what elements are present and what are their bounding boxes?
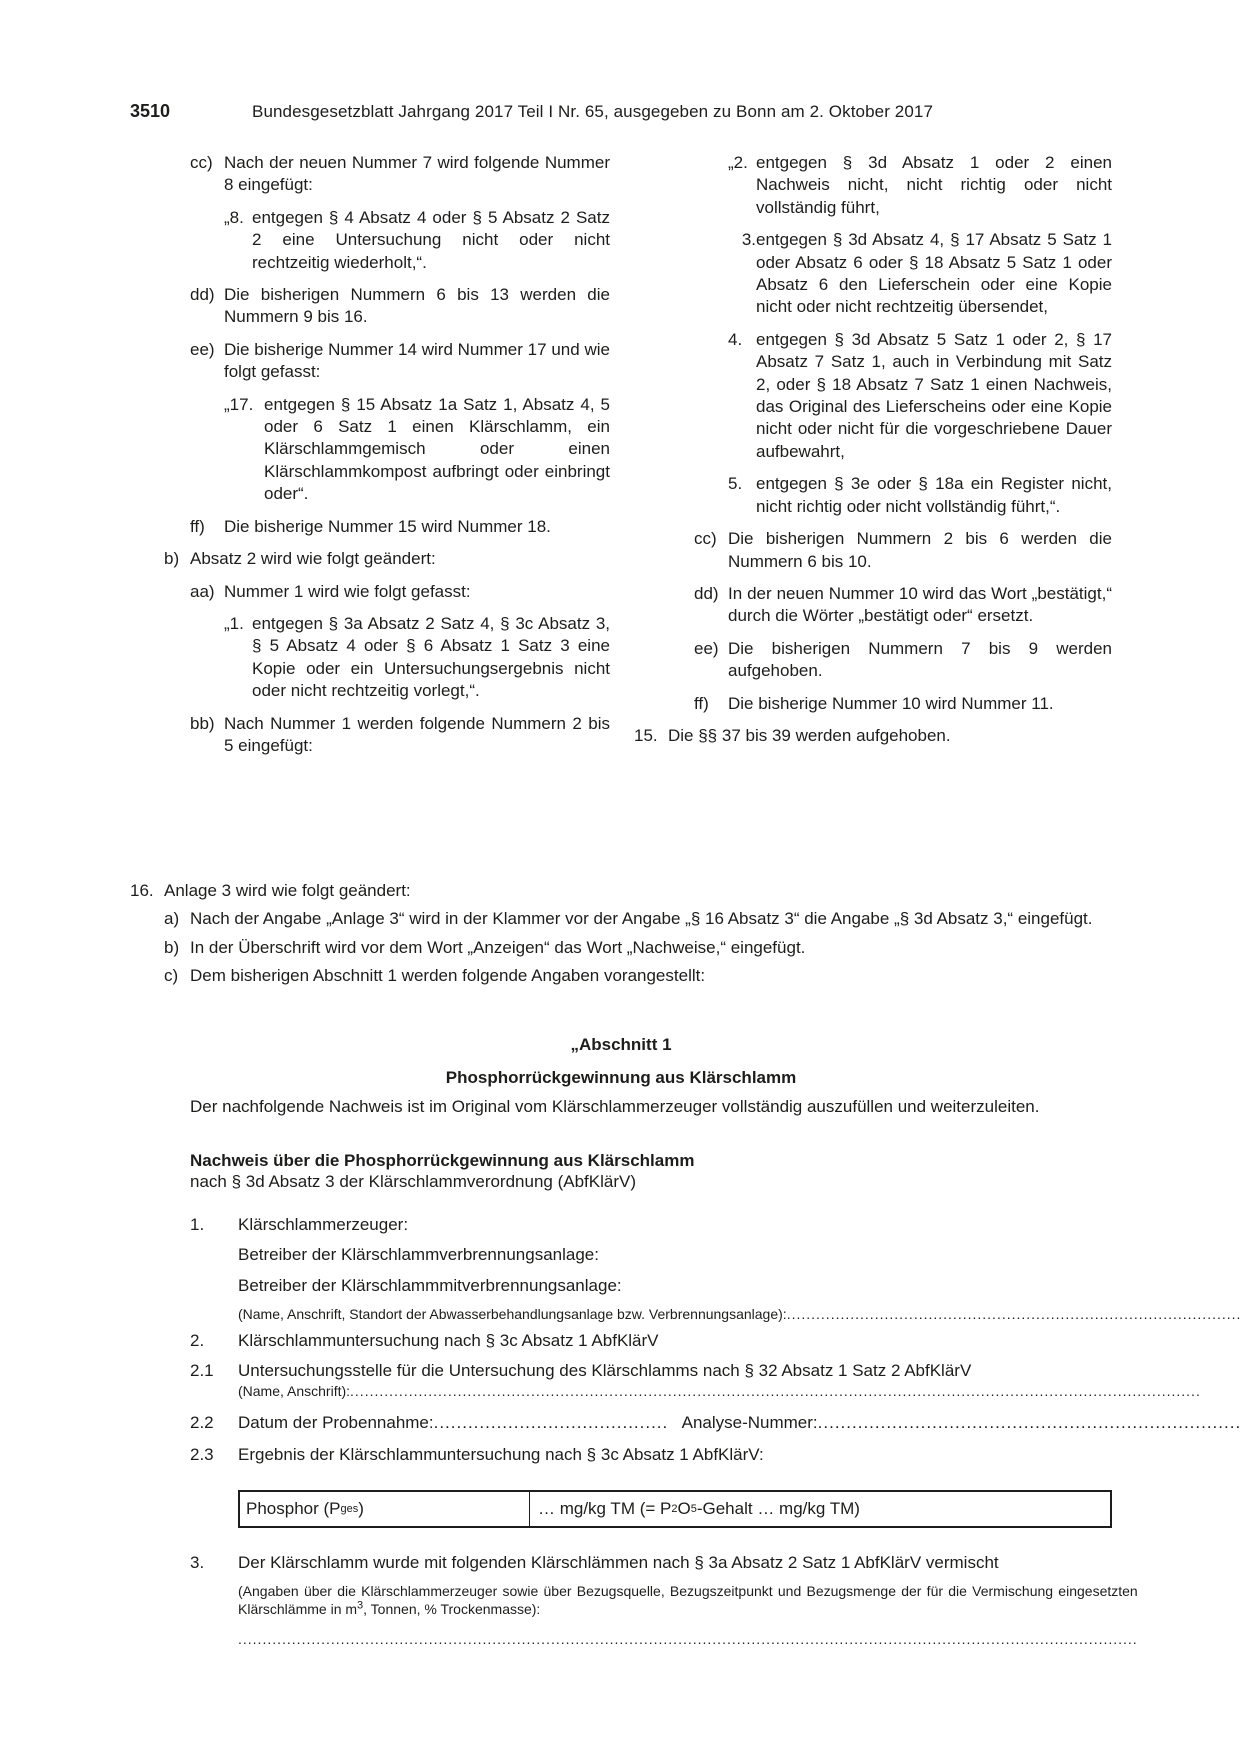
list-item-ff	[634, 693, 1112, 715]
row-number: 2.1	[190, 1361, 214, 1380]
field-label: Klärschlammuntersuchung nach § 3c Absatz 1 AbfKlärV	[238, 1331, 659, 1350]
list-item-15	[634, 725, 1112, 747]
item-label: ff)	[190, 516, 205, 536]
fill-line[interactable]	[238, 1382, 1201, 1400]
header-title: Bundesgesetzblatt Jahrgang 2017 Teil I Nr. 65, ausgegeben zu Bonn am 2. Oktober 2017	[252, 102, 933, 121]
left-column	[130, 152, 610, 767]
item-label: ee)	[190, 339, 215, 359]
quoted-item-1	[130, 613, 610, 703]
item-text: Die bisherigen Nummern 7 bis 9 werden aufgehoben.	[728, 638, 1112, 681]
item-label: b)	[164, 937, 180, 957]
row-number: 2.	[190, 1331, 205, 1350]
row-number: 1.	[190, 1215, 205, 1234]
item-label: cc)	[694, 529, 717, 549]
cell-text: -Gehalt … mg/kg TM)	[696, 1498, 860, 1518]
item-label: dd)	[190, 285, 215, 305]
cell-text: O	[677, 1498, 691, 1518]
list-item-bb	[130, 713, 610, 758]
fill-dots	[787, 1305, 1241, 1323]
field-label: Der Klärschlamm wurde mit folgenden Klärschlämmen nach § 3a Absatz 2 Satz 1 AbfKlärV vermischt	[238, 1553, 999, 1572]
quoted-item-5	[634, 473, 1112, 518]
item-text: Absatz 2 wird wie folgt geändert:	[190, 549, 436, 569]
form-row-2	[190, 1330, 1112, 1352]
date-fill-dots[interactable]	[434, 1412, 668, 1434]
item-text: entgegen § 3a Absatz 2 Satz 4, § 3c Absatz 3, § 5 Absatz 4 oder § 6 Absatz 1 Satz 3 eine Kopie oder ein Untersuchungsergebnis nicht oder nicht rechtzeitig vorlegt,“.	[252, 613, 610, 701]
field-label: Betreiber der Klärschlammverbrennungsanlage:	[238, 1245, 599, 1265]
item-label: ee)	[694, 638, 719, 658]
item-text: Die bisherige Nummer 10 wird Nummer 11.	[728, 693, 1054, 713]
fill-dots	[350, 1382, 1201, 1400]
item-text: Nach der neuen Nummer 7 wird folgende Nummer 8 eingefügt:	[224, 153, 610, 195]
list-item-cc	[130, 152, 610, 197]
hint-superscript: 3	[357, 1599, 364, 1612]
list-item-dd	[634, 583, 1112, 628]
list-item-16a	[130, 908, 1112, 930]
list-item-ee	[130, 339, 610, 384]
fill-dots	[238, 1630, 1138, 1648]
item-text: Nach der Angabe „Anlage 3“ wird in der Klammer vor der Angabe „§ 16 Absatz 3“ die Angabe „§ 3d Absatz 3,“ eingefügt.	[190, 909, 1093, 929]
field-label: Datum der Probennahme:	[238, 1413, 434, 1432]
list-item-dd	[130, 284, 610, 329]
item-text: entgegen § 4 Absatz 4 oder § 5 Absatz 2 Satz 2 eine Untersuchung nicht oder nicht rechtzeitig wiederholt,“.	[252, 207, 610, 272]
table-cell-value[interactable]: … mg/kg TM (= P 2 O 5 -Gehalt … mg/kg TM)	[530, 1492, 1110, 1526]
item-text: Die bisherige Nummer 15 wird Nummer 18.	[224, 516, 551, 536]
item-label: 16.	[130, 881, 154, 900]
form-row-2-1	[190, 1360, 1112, 1400]
form-row-2-2	[190, 1412, 1112, 1434]
item-label: aa)	[190, 581, 215, 601]
cell-text: )	[358, 1498, 364, 1518]
list-item-16c	[130, 965, 1112, 987]
list-item-b	[130, 548, 610, 570]
hint-text: , Tonnen, % Trockenmasse):	[363, 1601, 541, 1618]
quoted-item-17	[130, 394, 610, 506]
item-text: entgegen § 3d Absatz 5 Satz 1 oder 2, § 17 Absatz 7 Satz 1, auch in Verbindung mit Satz 2, oder § 18 Absatz 7 Satz 1 einen Nachweis, das Original des Lieferscheins oder eine Kopie nicht oder nicht für die vorgeschriebene Dauer aufbewahrt,	[756, 329, 1112, 461]
field-hint: (Name, Anschrift):	[238, 1383, 351, 1400]
item-text: In der neuen Nummer 10 wird das Wort „bestätigt,“ durch die Wörter „bestätigt oder“ ersetzt.	[728, 583, 1112, 626]
item-label: dd)	[694, 583, 719, 603]
item-label: b)	[164, 549, 180, 569]
section-16	[130, 880, 1112, 994]
cell-text: … mg/kg TM (= P	[538, 1498, 672, 1518]
fill-line[interactable]	[238, 1630, 1138, 1648]
item-text: entgegen § 3d Absatz 1 oder 2 einen Nachweis nicht, nicht richtig oder nicht vollständig führt,	[756, 153, 1112, 217]
row-number: 2.3	[190, 1445, 214, 1464]
field-hint	[238, 1582, 1138, 1618]
item-label: a)	[164, 909, 180, 929]
item-label: „8.	[224, 207, 244, 227]
item-label: „17.	[224, 394, 254, 414]
field-label: Ergebnis der Klärschlammuntersuchung nach § 3c Absatz 1 AbfKlärV:	[238, 1445, 764, 1464]
list-item-16	[130, 880, 1112, 902]
right-column	[634, 152, 1112, 757]
item-label: c)	[164, 966, 179, 986]
annex-heading: „Abschnitt 1	[570, 1035, 672, 1054]
item-label: 5.	[728, 474, 743, 494]
form-row-2-3	[190, 1444, 1112, 1466]
analysis-fill-dots[interactable]	[818, 1412, 1241, 1434]
quoted-item-2	[634, 152, 1112, 219]
hint-text: (Angaben über die Klärschlammerzeuger sowie über Bezugsquelle, Bezugszeitpunkt und Bezugsmenge der für die Vermischung eingesetzten Klärschlämme in m	[238, 1583, 1138, 1618]
fill-line[interactable]	[238, 1305, 1241, 1323]
item-text: entgegen § 3e oder § 18a ein Register nicht, nicht richtig oder nicht vollständig führt,“.	[756, 474, 1112, 516]
list-item-16b	[130, 937, 1112, 959]
item-label: bb)	[190, 713, 215, 733]
item-label: 4.	[728, 329, 743, 349]
row-number: 3.	[190, 1553, 205, 1572]
item-label: „1.	[224, 613, 244, 633]
form-row-1	[190, 1214, 1112, 1323]
item-text: Dem bisherigen Abschnitt 1 werden folgende Angaben vorangestellt:	[190, 966, 706, 986]
list-item-ee	[634, 638, 1112, 683]
item-text: Nach Nummer 1 werden folgende Nummern 2 bis 5 eingefügt:	[224, 713, 610, 755]
item-text: Die bisherigen Nummern 6 bis 13 werden die Nummern 9 bis 16.	[224, 285, 610, 327]
item-text: Die bisherige Nummer 14 wird Nummer 17 und wie folgt gefasst:	[224, 339, 610, 382]
field-label: Analyse-Nummer:	[681, 1413, 818, 1432]
quoted-item-8	[130, 207, 610, 274]
item-text: In der Überschrift wird vor dem Wort „Anzeigen“ das Wort „Nachweise,“ eingefügt.	[190, 937, 806, 957]
quoted-item-3	[634, 229, 1112, 319]
cell-text: Phosphor (P	[246, 1498, 341, 1518]
item-label: 15.	[634, 725, 658, 745]
list-item-aa	[130, 581, 610, 603]
item-text: Anlage 3 wird wie folgt geändert:	[164, 881, 411, 900]
table-cell-phosphor: Phosphor (P ges )	[240, 1492, 530, 1526]
field-label: Untersuchungsstelle für die Untersuchung des Klärschlamms nach § 32 Absatz 1 Satz 2 AbfKlärV	[238, 1361, 972, 1380]
quoted-item-4	[634, 329, 1112, 463]
field-label: Betreiber der Klärschlammmitverbrennungsanlage:	[238, 1275, 622, 1295]
item-label: ff)	[694, 693, 709, 713]
page-number: 3510	[130, 101, 171, 121]
item-text: Die bisherigen Nummern 2 bis 6 werden die Nummern 6 bis 10.	[728, 529, 1112, 571]
row-number: 2.2	[190, 1413, 214, 1432]
field-label: Klärschlammerzeuger:	[238, 1215, 409, 1234]
field-hint: (Name, Anschrift, Standort der Abwasserbehandlungsanlage bzw. Verbrennungsanlage):	[238, 1306, 787, 1323]
list-item-ff	[130, 516, 610, 538]
form-subtitle: nach § 3d Absatz 3 der Klärschlammverordnung (AbfKlärV)	[190, 1172, 637, 1191]
item-text: entgegen § 15 Absatz 1a Satz 1, Absatz 4, 5 oder 6 Satz 1 einen Klärschlamm, ein Klärschlammgemisch oder einen Klärschlammkompost aufbringt oder einbringt oder“.	[264, 394, 610, 504]
item-text: Nummer 1 wird wie folgt gefasst:	[224, 581, 471, 601]
item-label: 3.	[741, 230, 756, 250]
form-row-3	[190, 1552, 1138, 1648]
annex-intro: Der nachfolgende Nachweis ist im Original vom Klärschlammerzeuger vollständig auszufüllen und weiterzuleiten.	[190, 1097, 1040, 1116]
phosphor-table	[238, 1490, 1112, 1528]
form-title: Nachweis über die Phosphorrückgewinnung aus Klärschlamm	[190, 1151, 695, 1170]
item-text: Die §§ 37 bis 39 werden aufgehoben.	[668, 725, 951, 745]
item-text: entgegen § 3d Absatz 4, § 17 Absatz 5 Satz 1 oder Absatz 6 oder § 18 Absatz 5 Satz 1 oder Absatz 6 den Lieferschein oder eine Kopie nicht oder nicht rechtzeitig übersendet,	[756, 230, 1112, 317]
annex-subheading: Phosphorrückgewinnung aus Klärschlamm	[445, 1068, 797, 1087]
item-label: „2.	[728, 153, 748, 172]
list-item-cc	[634, 528, 1112, 573]
item-label: cc)	[190, 153, 213, 172]
